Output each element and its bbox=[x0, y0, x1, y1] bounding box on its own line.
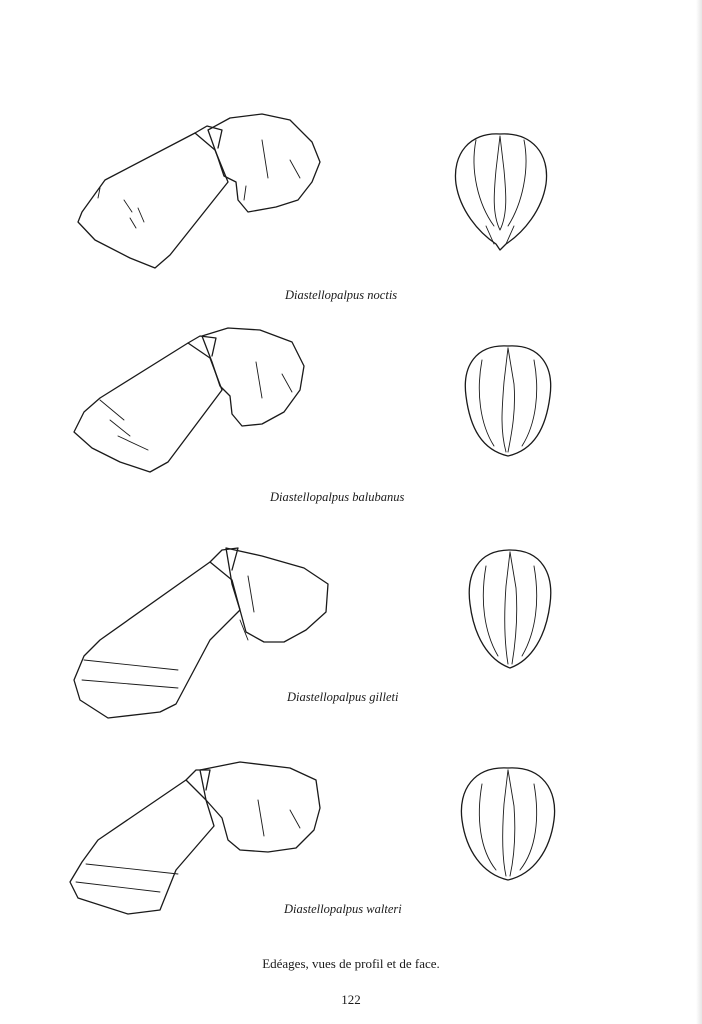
figure-caption: Diastellopalpus balubanus bbox=[270, 490, 405, 504]
page-number: 122 bbox=[341, 992, 361, 1007]
plate-legend: Edéages, vues de profil et de face. bbox=[262, 956, 440, 971]
figure-caption: Diastellopalpus gilleti bbox=[287, 690, 399, 704]
figure-caption: Diastellopalpus noctis bbox=[285, 288, 398, 302]
figure-caption: Diastellopalpus walteri bbox=[284, 902, 402, 916]
